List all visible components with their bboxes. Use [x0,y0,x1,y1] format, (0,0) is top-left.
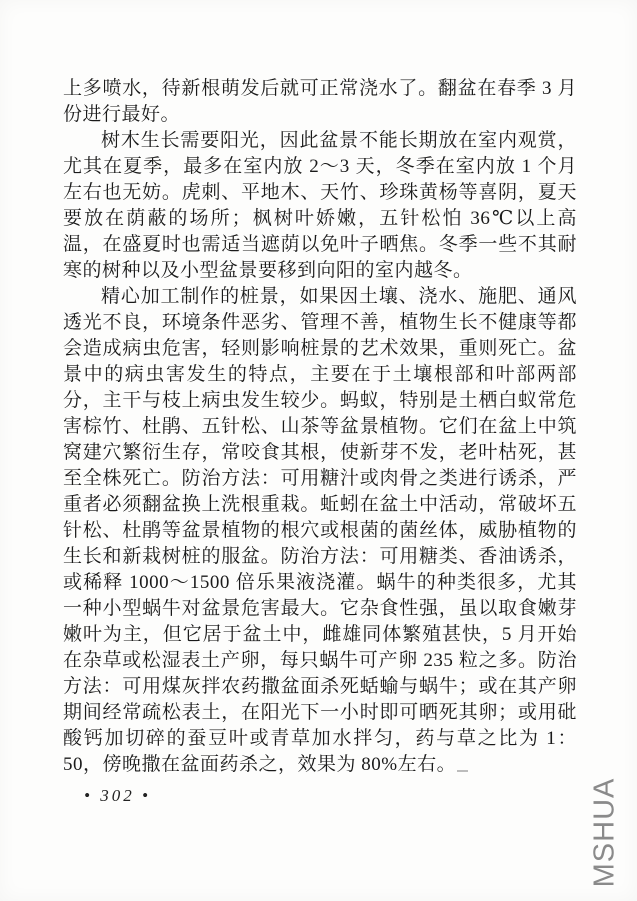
scan-artifact [457,770,468,772]
paragraph-pests: 精心加工制作的桩景，如果因土壤、浇水、施肥、通风透光不良，环境条件恶劣、管理不善，植物生长不健康等都会造成病虫危害，轻则影响桩景的艺术效果，重则死亡。盆景中的病虫害发生的特点，主要在于土壤根部和叶部两部分，主干与枝上病虫发生较少。蚂蚁，特别是土栖白蚁常危害棕竹、杜鹃、五针松、山茶等盆景植物。它们在盆上中筑窝建穴繁衍生存，常咬食其根，使新芽不发，老叶枯死，甚至全株死亡。防治方法：可用糖汁或肉骨之类进行诱杀，严重者必须翻盆换上洗根重栽。蚯蚓在盆土中活动，常破坏五针松、杜鹃等盆景植物的根穴或根菌的菌丝体，威胁植物的生长和新栽树桩的服盆。防治方法：可用糖类、香油诱杀，或稀释 1000～1500 倍乐果液浇灌。蜗牛的种类很多，尤其一种小型蜗牛对盆景危害最大。它杂食性强，虽以取食嫩芽嫩叶为主，但它居于盆土中，雌雄同体繁殖甚快，5 月开始在杂草或松湿表土产卵，每只蜗牛可产卵 235 粒之多。防治方法：可用煤灰拌农药撒盆面杀死蛞蝓与蜗牛；或在其产卵期间经常疏松表土，在阳光下一小时即可晒死其卵；或用砒酸钙加切碎的蚕豆叶或青草加水拌匀，药与草之比为 1：50，傍晚撒在盆面药杀之，效果为 80%左右。 [63,286,577,775]
page-number: • 302 • [84,786,151,805]
body-text [63,76,577,778]
watermark-text: MSHUA [588,777,621,887]
paragraph-continuation: 上多喷水，待新根萌发后就可正常浇水了。翻盆在春季 3 月份进行最好。 [63,78,577,125]
watermark [580,768,630,896]
paragraph-sunlight: 树木生长需要阳光，因此盆景不能长期放在室内观赏，尤其在夏季，最多在室内放 2～3 天，冬季在室内放 1 个月左右也无妨。虎刺、平地木、天竹、珍珠黄杨等喜阴，夏天要放在荫蔽的场所；枫树叶娇嫩，五针松怕 36℃以上高温，在盛夏时也需适当遮荫以免叶子晒焦。冬季一些不其耐寒的树种以及小型盆景要移到向阳的室内越冬。 [63,130,577,281]
